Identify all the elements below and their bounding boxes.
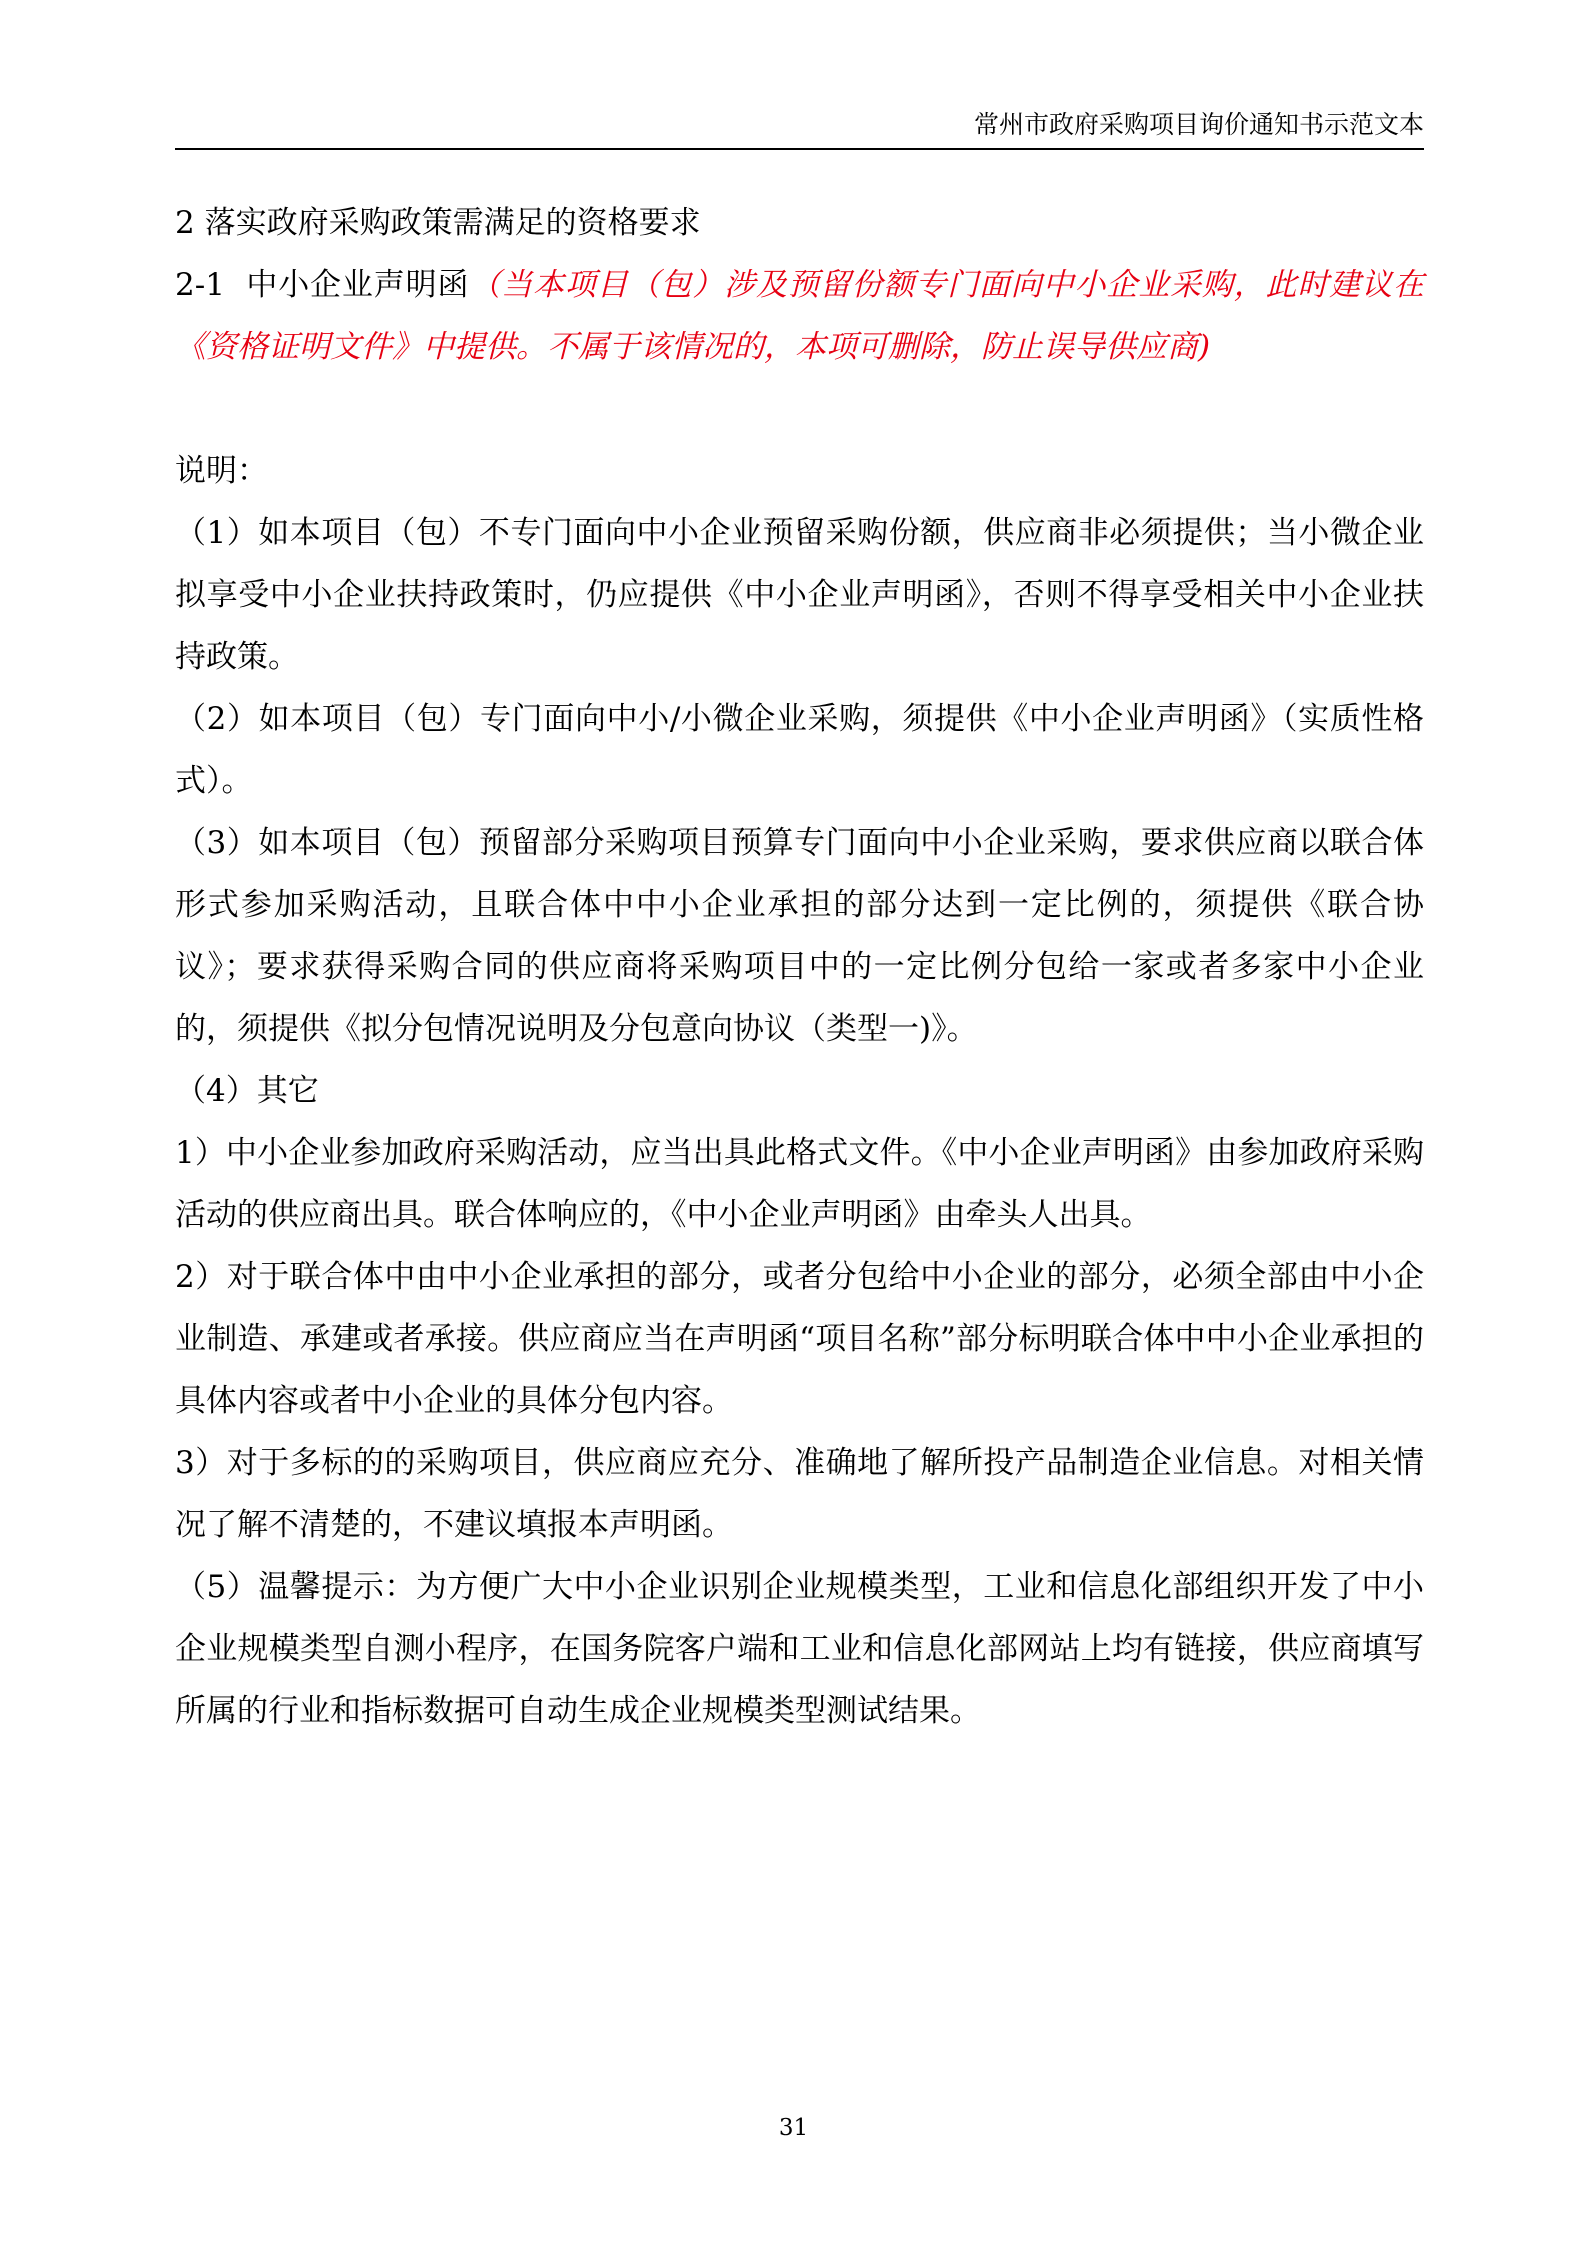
explanation-item-2: （2）如本项目（包）专门面向中小/小微企业采购，须提供《中小企业声明函》（实质性格式）。 [175, 701, 1424, 799]
section-heading: 2 落实政府采购政策需满足的资格要求 [175, 205, 701, 241]
explanation-subitem-2: 2）对于联合体中由中小企业承担的部分，或者分包给中小企业的部分，必须全部由中小企业制造、承建或者承接。供应商应当在声明函“项目名称”部分标明联合体中中小企业承担的具体内容或者中小企业的具体分包内容。 [175, 1259, 1424, 1419]
subsection-title: 中小企业声明函 [246, 267, 470, 303]
subsection-number: 2-1 [175, 267, 225, 303]
explanation-item-1: （1）如本项目（包）不专门面向中小企业预留采购份额，供应商非必须提供；当小微企业拟享受中小企业扶持政策时，仍应提供《中小企业声明函》，否则不得享受相关中小企业扶持政策。 [175, 515, 1424, 675]
page-body [175, 192, 1424, 1742]
explanation-item-3: （3）如本项目（包）预留部分采购项目预算专门面向中小企业采购，要求供应商以联合体形式参加采购活动，且联合体中中小企业承担的部分达到一定比例的，须提供《联合协议》；要求获得采购合同的供应商将采购项目中的一定比例分包给一家或者多家中小企业的，须提供《拟分包情况说明及分包意向协议（类型一)》。 [175, 825, 1424, 1047]
subsection-heading [175, 254, 1424, 378]
explanation-subitem-3: 3）对于多标的的采购项目，供应商应充分、准确地了解所投产品制造企业信息。对相关情况了解不清楚的，不建议填报本声明函。 [175, 1445, 1424, 1543]
header-divider [175, 148, 1424, 150]
explanation-label: 说明： [175, 453, 268, 489]
explanation-item-4: （4）其它 [175, 1073, 319, 1109]
blank-line [175, 378, 1424, 440]
page-number: 31 [778, 2115, 809, 2141]
guidance-note: （当本项目（包）涉及预留份额专门面向中小企业采购，此时建议在《资格证明文件》中提供。不属于该情况的，本项可删除，防止误导供应商) [175, 267, 1425, 365]
explanation-item-5: （5）温馨提示：为方便广大中小企业识别企业规模类型，工业和信息化部组织开发了中小企业规模类型自测小程序，在国务院客户端和工业和信息化部网站上均有链接，供应商填写所属的行业和指标数据可自动生成企业规模类型测试结果。 [175, 1569, 1424, 1729]
explanation-subitem-1: 1）中小企业参加政府采购活动，应当出具此格式文件。《中小企业声明函》由参加政府采购活动的供应商出具。联合体响应的，《中小企业声明函》由牵头人出具。 [175, 1135, 1424, 1233]
running-header: 常州市政府采购项目询价通知书示范文本 [973, 110, 1424, 139]
